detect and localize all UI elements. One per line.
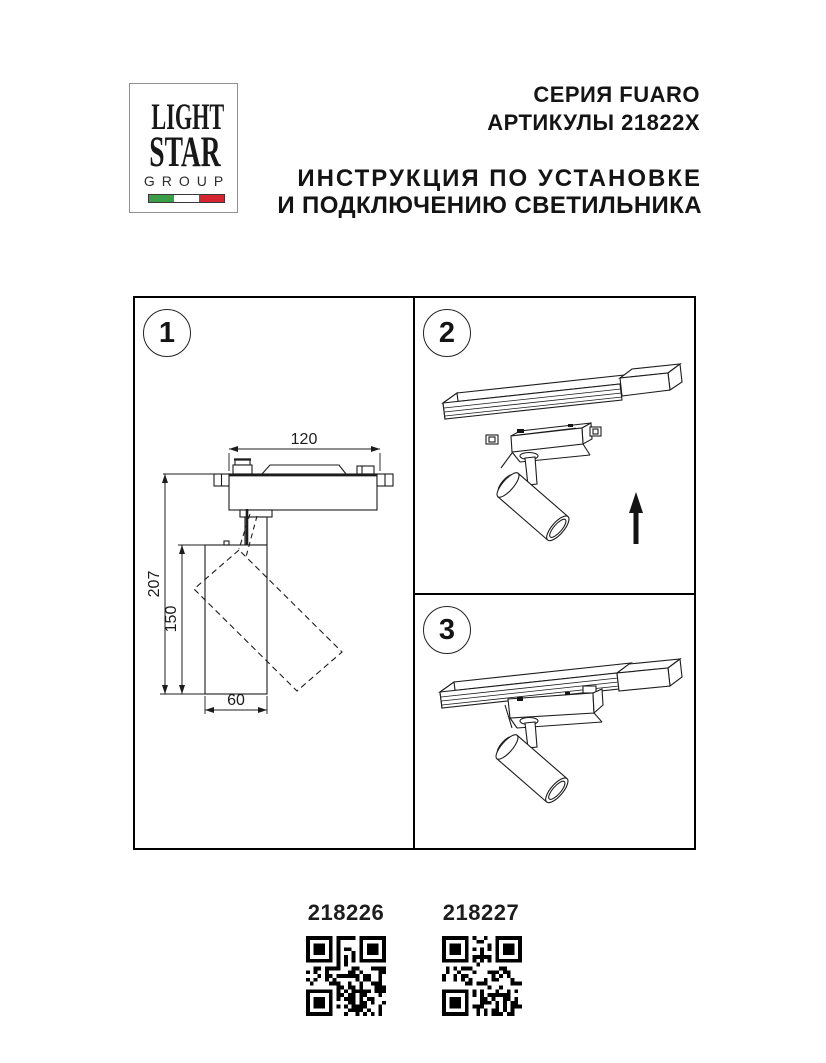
diagram-grid	[133, 296, 696, 850]
articles-title: АРТИКУЛЫ 21822X	[487, 110, 700, 135]
series-title: СЕРИЯ FUARO	[533, 82, 700, 107]
dim-body-height-label: 150	[163, 605, 180, 633]
panel-step-2	[415, 298, 694, 593]
qr-code-2	[442, 936, 522, 1016]
article-number-2: 218227	[442, 900, 520, 925]
step-3-badge: 3	[423, 606, 471, 654]
up-arrow-icon	[629, 492, 643, 544]
dim-width-label: 120	[290, 431, 318, 448]
dim-total-height-label: 207	[146, 570, 163, 598]
flag-green-segment	[149, 195, 174, 202]
qr-code-1	[306, 936, 386, 1016]
instruction-title-line2: И ПОДКЛЮЧЕНИЮ СВЕТИЛЬНИКА	[277, 192, 702, 219]
dim-body-width-label: 60	[227, 692, 245, 709]
logo-italian-flag	[148, 194, 225, 203]
header-series-block	[487, 81, 700, 137]
logo-star-text: STAR	[149, 129, 221, 176]
article-number-1: 218226	[307, 900, 385, 925]
instruction-title	[277, 165, 702, 219]
step-2-badge: 2	[423, 309, 471, 357]
logo-group-text: GROUP	[143, 173, 231, 189]
instruction-title-line1: ИНСТРУКЦИЯ ПО УСТАНОВКЕ	[297, 165, 702, 192]
step-1-badge: 1	[143, 309, 191, 357]
dimension-drawing	[135, 298, 413, 848]
flag-white-segment	[174, 195, 199, 202]
logo-light-text: LIGHT	[151, 97, 225, 138]
panel-step-3	[415, 595, 694, 848]
lightstar-logo	[129, 83, 238, 213]
flag-red-segment	[199, 195, 224, 202]
panel-step-1	[135, 298, 413, 848]
